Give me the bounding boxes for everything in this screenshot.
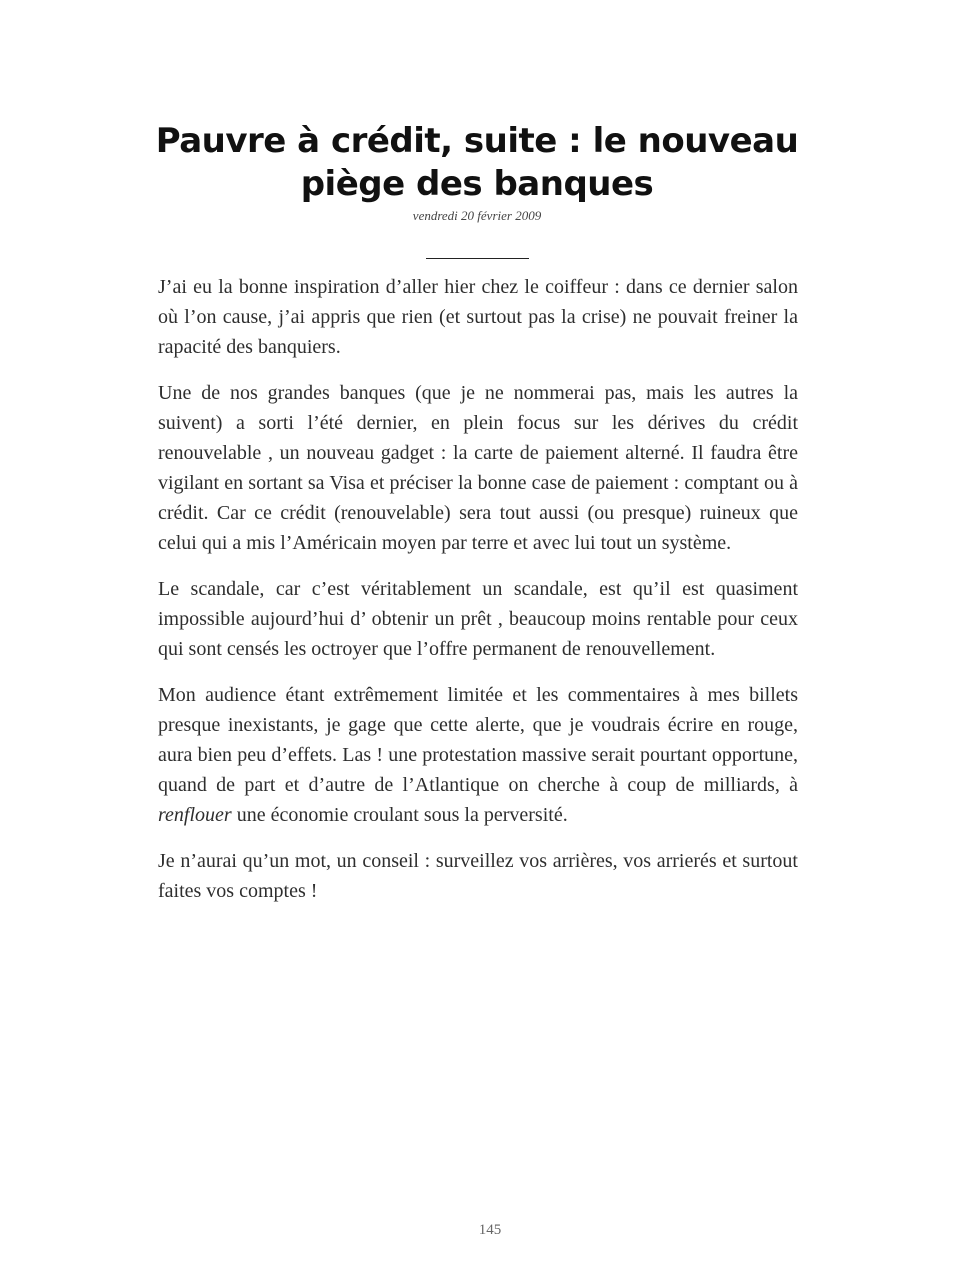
paragraph-1: J’ai eu la bonne inspiration d’aller hier chez le coiffeur : dans ce dernier salon où l’on cause, j’ai appris que rien (et surtout pas la crise) ne pouvait freiner la rapacité des banquiers. <box>158 276 798 358</box>
title-separator-line <box>426 258 529 259</box>
paragraph-4-after: une économie croulant sous la perversité. <box>231 804 568 826</box>
page-number: 145 <box>478 1222 502 1238</box>
paragraph-5: Je n’aurai qu’un mot, un conseil : surveillez vos arrières, vos arrierés et surtout faites vos comptes ! <box>158 850 798 902</box>
article-date: vendredi 20 février 2009 <box>412 208 542 223</box>
paragraph-4-emphasis: renflouer <box>158 804 232 826</box>
paragraph-2: Une de nos grandes banques (que je ne nommerai pas, mais les autres la suivent) a sorti l’été dernier, en plein focus sur les dérives du crédit renouvelable , un nouveau gadget : la carte de paiement alterné. Il faudra être vigilant en sortant sa Visa et préciser la bonne case de paiement : comptant ou à crédit. Car ce crédit (renouvelable) sera tout aussi (ou presque) ruineux que celui qui a mis l’Américain moyen par terre et avec lui tout un système. <box>158 382 798 554</box>
article-body <box>158 272 798 922</box>
paragraph-4-before: Mon audience étant extrêmement limitée et les commentaires à mes billets presque inexistants, je gage que cette alerte, que je voudrais écrire en rouge, aura bien peu d’effets. Las ! une protestation massive serait pourtant opportune, quand de part et d’autre de l’Atlantique on cherche à coup de milliards, à <box>158 684 798 796</box>
article-title: Pauvre à crédit, suite : le nouveau piège des banques <box>155 121 799 204</box>
paragraph-4 <box>158 680 798 830</box>
paragraph-3: Le scandale, car c’est véritablement un scandale, est qu’il est quasiment impossible aujourd’hui d’ obtenir un prêt , beaucoup moins rentable pour ceux qui sont censés les octroyer que l’offre permanent de renouvellement. <box>158 578 798 660</box>
